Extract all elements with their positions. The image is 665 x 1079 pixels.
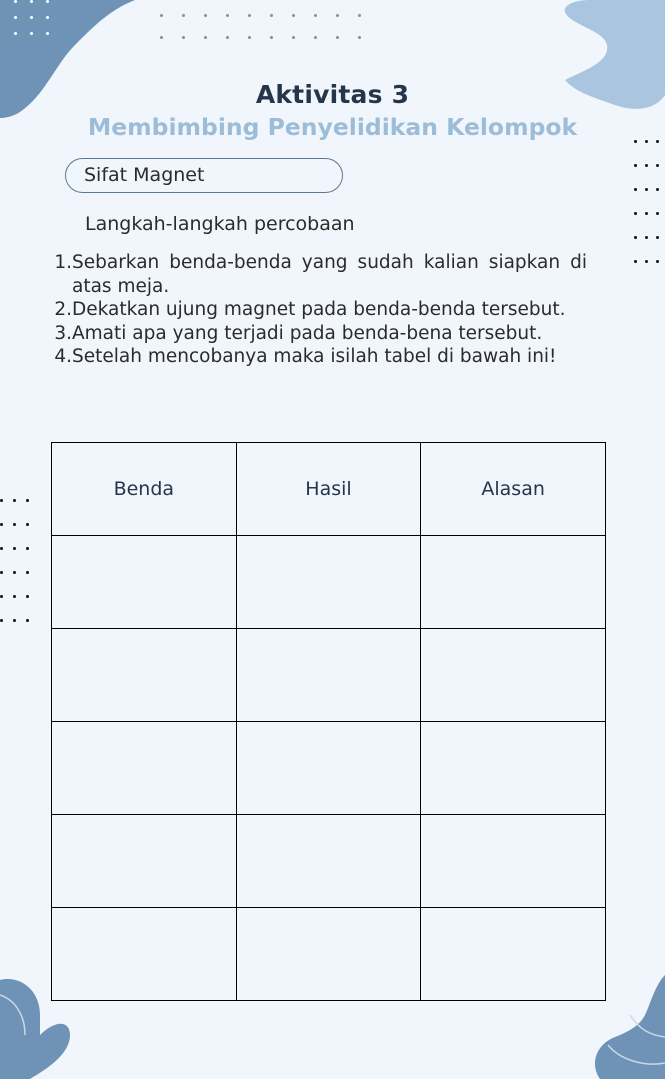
dot-decoration [0, 523, 3, 526]
dot-decoration [14, 0, 17, 3]
dot-decoration [46, 0, 49, 3]
dots-top-center-decoration [160, 14, 380, 58]
dot-decoration [46, 32, 49, 35]
dot-decoration [336, 14, 339, 17]
dot-decoration [634, 236, 637, 239]
page-subtitle: Membimbing Penyelidikan Kelompok [87, 113, 578, 141]
step-item [50, 251, 587, 298]
dot-decoration [270, 14, 273, 17]
dot-decoration [160, 14, 163, 17]
dot-decoration [645, 260, 648, 263]
dot-decoration [336, 36, 339, 39]
dot-decoration [0, 499, 3, 502]
column-header-hasil: Hasil [236, 443, 421, 536]
table-row [52, 908, 606, 1001]
step-text: Sebarkan benda-benda yang sudah kalian siapkan di atas meja. [72, 252, 587, 297]
page-title: Aktivitas 3 [255, 80, 410, 109]
dot-decoration [358, 36, 361, 39]
dot-decoration [656, 164, 659, 167]
dot-decoration [292, 14, 295, 17]
table-cell-alasan[interactable] [421, 722, 606, 815]
table-cell-alasan[interactable] [421, 629, 606, 722]
dot-decoration [645, 236, 648, 239]
dot-decoration [656, 260, 659, 263]
dot-decoration [314, 36, 317, 39]
dot-decoration [26, 547, 29, 550]
dot-decoration [30, 32, 33, 35]
dot-decoration [26, 595, 29, 598]
dot-decoration [182, 36, 185, 39]
step-text: Amati apa yang terjadi pada benda-bena tersebut. [72, 322, 543, 344]
column-header-alasan: Alasan [421, 443, 606, 536]
steps-list [50, 251, 587, 369]
dots-top-left-decoration [14, 0, 62, 48]
dots-right-decoration [634, 140, 665, 284]
dot-decoration [30, 0, 33, 3]
step-item [50, 298, 587, 322]
dot-decoration [634, 260, 637, 263]
dot-decoration [46, 16, 49, 19]
table-row [52, 629, 606, 722]
table-cell-alasan[interactable] [421, 815, 606, 908]
observation-table [51, 442, 606, 1001]
dot-decoration [645, 164, 648, 167]
table-cell-hasil[interactable] [236, 815, 421, 908]
step-text: Setelah mencobanya maka isilah tabel di bawah ini! [72, 346, 557, 367]
dot-decoration [182, 14, 185, 17]
dot-decoration [0, 547, 3, 550]
table-cell-alasan[interactable] [421, 908, 606, 1001]
dot-decoration [14, 32, 17, 35]
dot-decoration [248, 14, 251, 17]
dot-decoration [634, 188, 637, 191]
dot-decoration [204, 36, 207, 39]
dot-decoration [26, 499, 29, 502]
table-cell-benda[interactable] [52, 815, 237, 908]
dot-decoration [634, 212, 637, 215]
dot-decoration [0, 595, 3, 598]
dot-decoration [270, 36, 273, 39]
dot-decoration [645, 212, 648, 215]
table-cell-hasil[interactable] [236, 908, 421, 1001]
step-number: 3. [54, 322, 72, 344]
dot-decoration [656, 188, 659, 191]
table-cell-benda[interactable] [52, 722, 237, 815]
dot-decoration [226, 14, 229, 17]
table-cell-alasan[interactable] [421, 536, 606, 629]
table-row [52, 722, 606, 815]
dot-decoration [13, 595, 16, 598]
dot-decoration [656, 236, 659, 239]
step-item [50, 322, 587, 346]
table-cell-hasil[interactable] [236, 629, 421, 722]
table-header-row [52, 443, 606, 536]
dots-left-decoration [0, 499, 39, 643]
dot-decoration [13, 499, 16, 502]
dot-decoration [0, 619, 3, 622]
table-cell-hasil[interactable] [236, 536, 421, 629]
steps-heading: Langkah-langkah percobaan [85, 213, 355, 235]
dot-decoration [292, 36, 295, 39]
dot-decoration [13, 619, 16, 622]
topic-label: Sifat Magnet [65, 158, 343, 193]
column-header-benda: Benda [52, 443, 237, 536]
step-text: Dekatkan ujung magnet pada benda-benda tersebut. [72, 299, 566, 320]
table-row [52, 536, 606, 629]
step-number: 2. [54, 299, 72, 320]
dot-decoration [14, 16, 17, 19]
dot-decoration [314, 14, 317, 17]
dot-decoration [26, 523, 29, 526]
dot-decoration [656, 212, 659, 215]
dot-decoration [645, 188, 648, 191]
dot-decoration [204, 14, 207, 17]
dot-decoration [13, 523, 16, 526]
dot-decoration [226, 36, 229, 39]
table-cell-benda[interactable] [52, 629, 237, 722]
step-item [50, 345, 587, 369]
dot-decoration [13, 547, 16, 550]
dot-decoration [26, 619, 29, 622]
table-row [52, 815, 606, 908]
dot-decoration [30, 16, 33, 19]
dot-decoration [13, 571, 16, 574]
table-cell-hasil[interactable] [236, 722, 421, 815]
dot-decoration [0, 571, 3, 574]
dot-decoration [26, 571, 29, 574]
dot-decoration [160, 36, 163, 39]
table-cell-benda[interactable] [52, 908, 237, 1001]
dot-decoration [358, 14, 361, 17]
step-number: 1. [54, 252, 72, 273]
step-number: 4. [54, 346, 72, 367]
dot-decoration [634, 164, 637, 167]
table-cell-benda[interactable] [52, 536, 237, 629]
dot-decoration [248, 36, 251, 39]
